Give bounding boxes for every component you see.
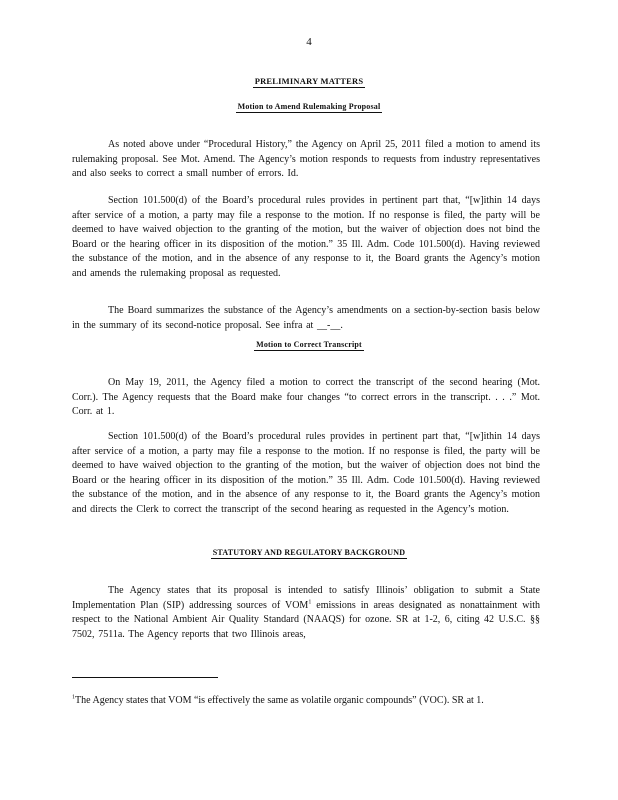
heading-motion-to-amend-text: Motion to Amend Rulemaking Proposal [237, 102, 381, 111]
footnote [72, 694, 540, 708]
footnote-marker: 1 [72, 694, 75, 701]
heading-motion-to-amend [0, 102, 618, 113]
paragraph-agency-sip [72, 584, 540, 642]
heading-preliminary-matters-text: PRELIMINARY MATTERS [254, 76, 364, 86]
footnote-divider [72, 677, 218, 678]
heading-motion-to-correct-transcript-text: Motion to Correct Transcript [256, 340, 362, 349]
paragraph-procedural-history: As noted above under “Procedural History,” the Agency on April 25, 2011 filed a motion to amend its rulemaking proposal. See Mot. Amend. The Agency’s motion responds to requests from industry representatives and also seeks to correct a small number of errors. Id. [72, 139, 540, 180]
heading-statutory-background-text: STATUTORY AND REGULATORY BACKGROUND [212, 548, 406, 557]
paragraph-section-101-500-amend: Section 101.500(d) of the Board’s procedural rules provides in pertinent part that, “[w]ithin 14 days after service of a motion, a party may file a response to the motion. If no response is filed, the party will be deemed to have waived objection to the granting of the motion, but the waiver of objection does not bind the Board or the hearing officer in its disposition of the motion.” 35 Ill. Adm. Code 101.500(d). Having reviewed the substance of the motion, and in the absence of any response to it, the Board grants the Agency’s motion and amends the rulemaking proposal as requested. [72, 195, 540, 279]
heading-preliminary-matters [0, 76, 618, 88]
footnote-text: The Agency states that VOM “is effectively the same as volatile organic compounds” (VOC). SR at 1. [75, 695, 484, 706]
paragraph-agency-sip-end: emissions in areas designated as nonattainment with respect to the National Ambient Air Quality Standard (NAAQS) for ozone. SR at 1-2, 6, citing 42 U.S.C. §§ 7502, 7511a. The Agency reports that two Illinois areas, [72, 599, 540, 640]
footnote-reference: 1 [308, 599, 312, 606]
paragraph-section-101-500-transcript: Section 101.500(d) of the Board’s procedural rules provides in pertinent part that, “[w]ithin 14 days after service of a motion, a party may file a response to the motion. If no response is filed, the party will be deemed to have waived objection to the granting of the motion, but the waiver of objection does not bind the Board or the hearing officer in its disposition of the motion.” 35 Ill. Adm. Code 101.500(d). Having reviewed the substance of the motion, and in the absence of any response to it, the Board grants the Agency’s motion and directs the Clerk to correct the transcript of the second hearing as requested in the Agency’s motion. [72, 431, 540, 515]
paragraph-board-summarizes: The Board summarizes the substance of the Agency’s amendments on a section-by-section basis below in the summary of its second-notice proposal. See infra at __-__. [72, 305, 540, 331]
paragraph-motion-correct: On May 19, 2011, the Agency filed a motion to correct the transcript of the second hearing (Mot. Corr.). The Agency requests that the Board make four changes “to correct errors in the transcript. . . .” Mot. Corr. at 1. [72, 377, 540, 418]
heading-motion-to-correct-transcript [0, 340, 618, 351]
page-number: 4 [306, 36, 312, 48]
heading-statutory-background [0, 548, 618, 559]
paragraph-agency-sip-start: The Agency states that its proposal is intended to satisfy Illinois’ obligation to submit a State Implementation Plan (SIP) addressing sources of VOM [72, 585, 540, 611]
